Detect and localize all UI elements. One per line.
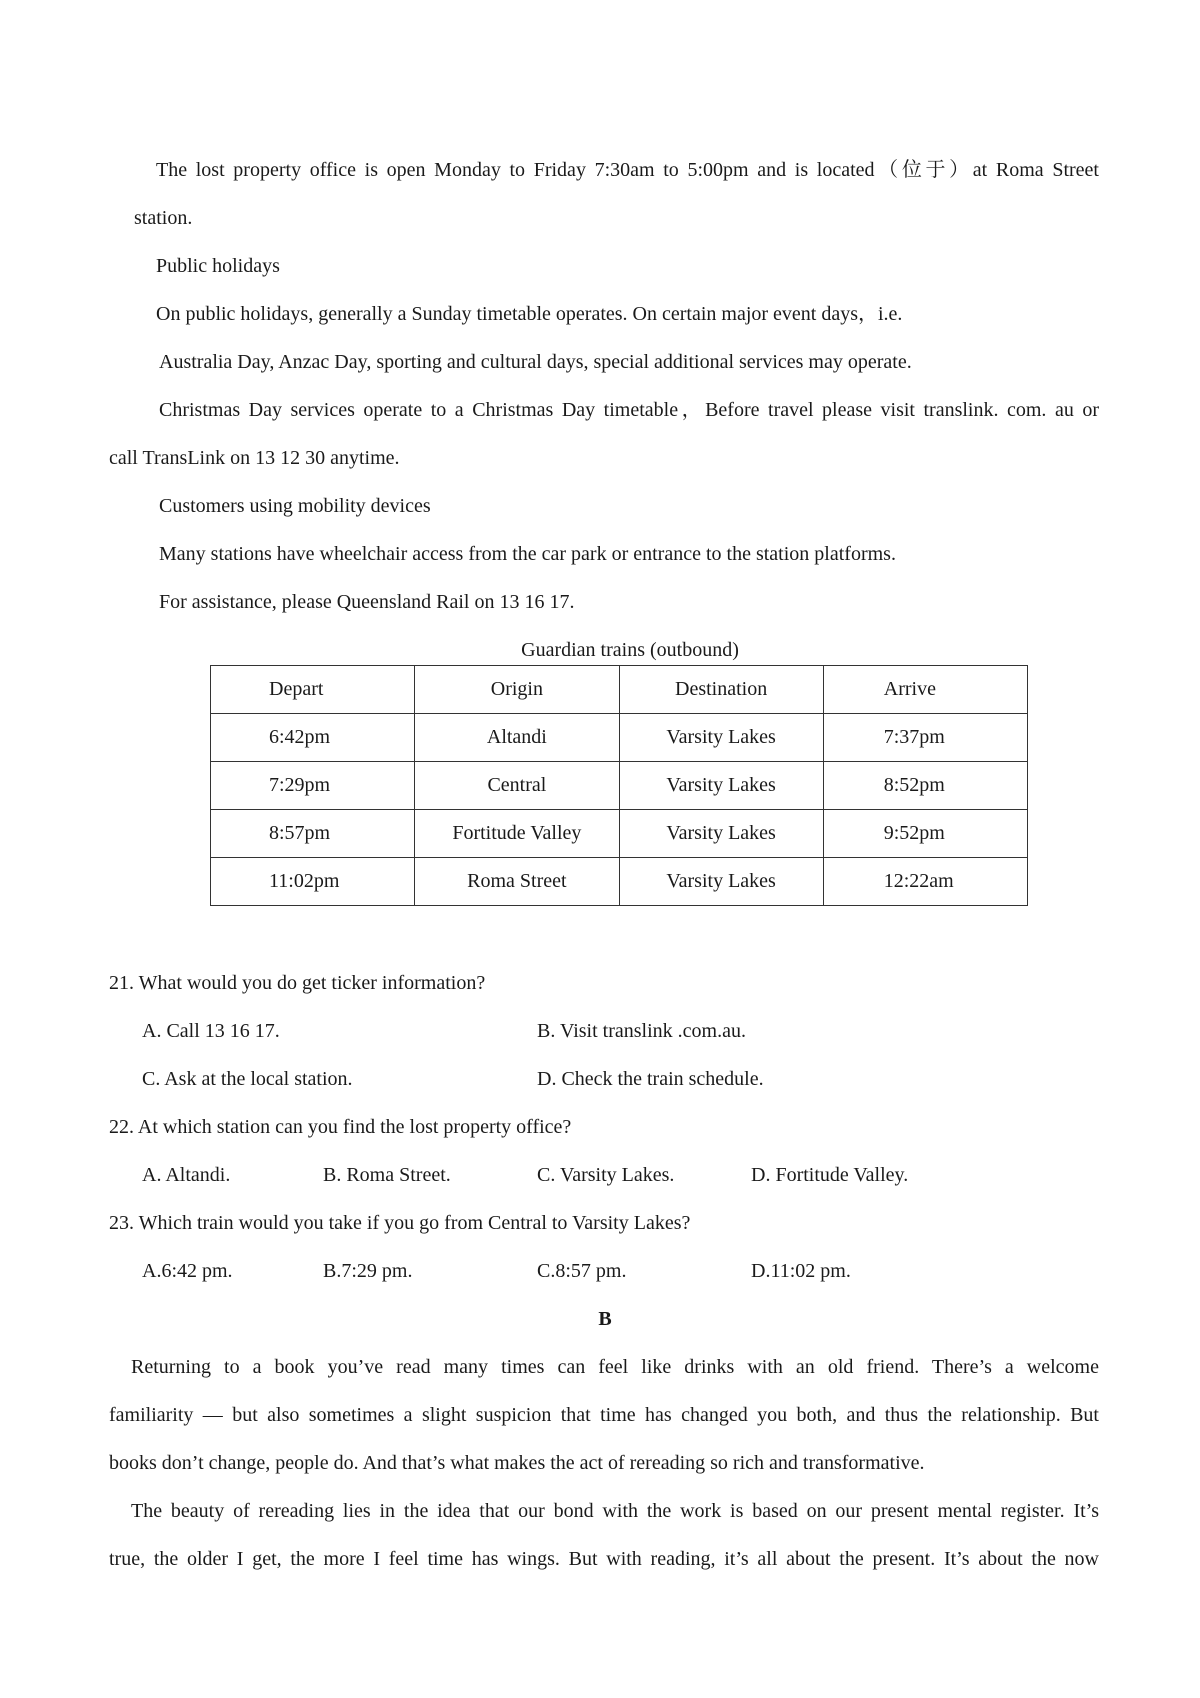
lost-property-text-cont: station. bbox=[134, 207, 193, 229]
mobility-heading: Customers using mobility devices bbox=[159, 495, 431, 517]
cell-arrive: 7:37pm bbox=[823, 714, 1027, 762]
question-22: 22. At which station can you find the lost property office? bbox=[109, 1116, 572, 1138]
cell-origin: Central bbox=[415, 762, 619, 810]
section-b-p2-line2: true, the older I get, the more I feel time has wings. But with reading, it’s all about the present. It’s about the now bbox=[109, 1548, 1099, 1570]
section-b-p1-line1: Returning to a book you’ve read many times can feel like drinks with an old friend. There’s a welcome bbox=[131, 1356, 1099, 1378]
christmas-text-2: call TransLink on 13 12 30 anytime. bbox=[109, 447, 400, 469]
table-row bbox=[211, 810, 1028, 858]
cell-depart: 11:02pm bbox=[211, 858, 415, 906]
q22-option-d: D. Fortitude Valley. bbox=[751, 1164, 909, 1186]
train-schedule-table bbox=[210, 665, 1028, 906]
section-b-p1-line2: familiarity — but also sometimes a slight suspicion that time has changed you both, and thus the relationship. But bbox=[109, 1404, 1099, 1426]
q21-option-d: D. Check the train schedule. bbox=[537, 1068, 764, 1090]
question-21: 21. What would you do get ticker information? bbox=[109, 972, 486, 994]
table-row bbox=[211, 762, 1028, 810]
cell-arrive: 9:52pm bbox=[823, 810, 1027, 858]
q23-option-a: A.6:42 pm. bbox=[142, 1260, 233, 1282]
cell-origin: Altandi bbox=[415, 714, 619, 762]
section-b-p2-line1: The beauty of rereading lies in the idea that our bond with the work is based on our present mental register. It’s bbox=[131, 1500, 1099, 1522]
cell-depart: 8:57pm bbox=[211, 810, 415, 858]
section-b-p1-line3: books don’t change, people do. And that’s what makes the act of rereading so rich and transformative. bbox=[109, 1452, 925, 1474]
lost-property-text: The lost property office is open Monday to Friday 7:30am to 5:00pm and is located（位于）at Roma Street bbox=[156, 159, 1099, 181]
q23-option-b: B.7:29 pm. bbox=[323, 1260, 413, 1282]
q21-option-b: B. Visit translink .com.au. bbox=[537, 1020, 746, 1042]
header-destination: Destination bbox=[619, 666, 823, 714]
table-header-row bbox=[211, 666, 1028, 714]
cell-destination: Varsity Lakes bbox=[619, 714, 823, 762]
q21-option-c: C. Ask at the local station. bbox=[142, 1068, 353, 1090]
q23-option-c: C.8:57 pm. bbox=[537, 1260, 627, 1282]
section-b-heading: B bbox=[598, 1308, 612, 1330]
public-holidays-heading: Public holidays bbox=[156, 255, 280, 277]
holidays-text-2: Australia Day, Anzac Day, sporting and cultural days, special additional services may operate. bbox=[159, 351, 912, 373]
cell-destination: Varsity Lakes bbox=[619, 762, 823, 810]
cell-arrive: 12:22am bbox=[823, 858, 1027, 906]
table-title: Guardian trains (outbound) bbox=[521, 639, 739, 661]
mobility-text: Many stations have wheelchair access from the car park or entrance to the station platforms. bbox=[159, 543, 896, 565]
cell-arrive: 8:52pm bbox=[823, 762, 1027, 810]
q22-option-b: B. Roma Street. bbox=[323, 1164, 451, 1186]
cell-destination: Varsity Lakes bbox=[619, 810, 823, 858]
holidays-text-1: On public holidays, generally a Sunday timetable operates. On certain major event days，i.e. bbox=[156, 303, 903, 325]
cell-origin: Roma Street bbox=[415, 858, 619, 906]
q22-option-c: C. Varsity Lakes. bbox=[537, 1164, 675, 1186]
christmas-text-1: Christmas Day services operate to a Christmas Day timetable，Before travel please visit translink. com. au or bbox=[159, 399, 1099, 421]
cell-destination: Varsity Lakes bbox=[619, 858, 823, 906]
q21-option-a: A. Call 13 16 17. bbox=[142, 1020, 280, 1042]
cell-depart: 6:42pm bbox=[211, 714, 415, 762]
header-depart: Depart bbox=[211, 666, 415, 714]
cell-origin: Fortitude Valley bbox=[415, 810, 619, 858]
table-row bbox=[211, 714, 1028, 762]
q22-option-a: A. Altandi. bbox=[142, 1164, 231, 1186]
q23-option-d: D.11:02 pm. bbox=[751, 1260, 851, 1282]
cell-depart: 7:29pm bbox=[211, 762, 415, 810]
table-row bbox=[211, 858, 1028, 906]
assistance-text: For assistance, please Queensland Rail on 13 16 17. bbox=[159, 591, 575, 613]
header-arrive: Arrive bbox=[823, 666, 1027, 714]
question-23: 23. Which train would you take if you go from Central to Varsity Lakes? bbox=[109, 1212, 691, 1234]
header-origin: Origin bbox=[415, 666, 619, 714]
